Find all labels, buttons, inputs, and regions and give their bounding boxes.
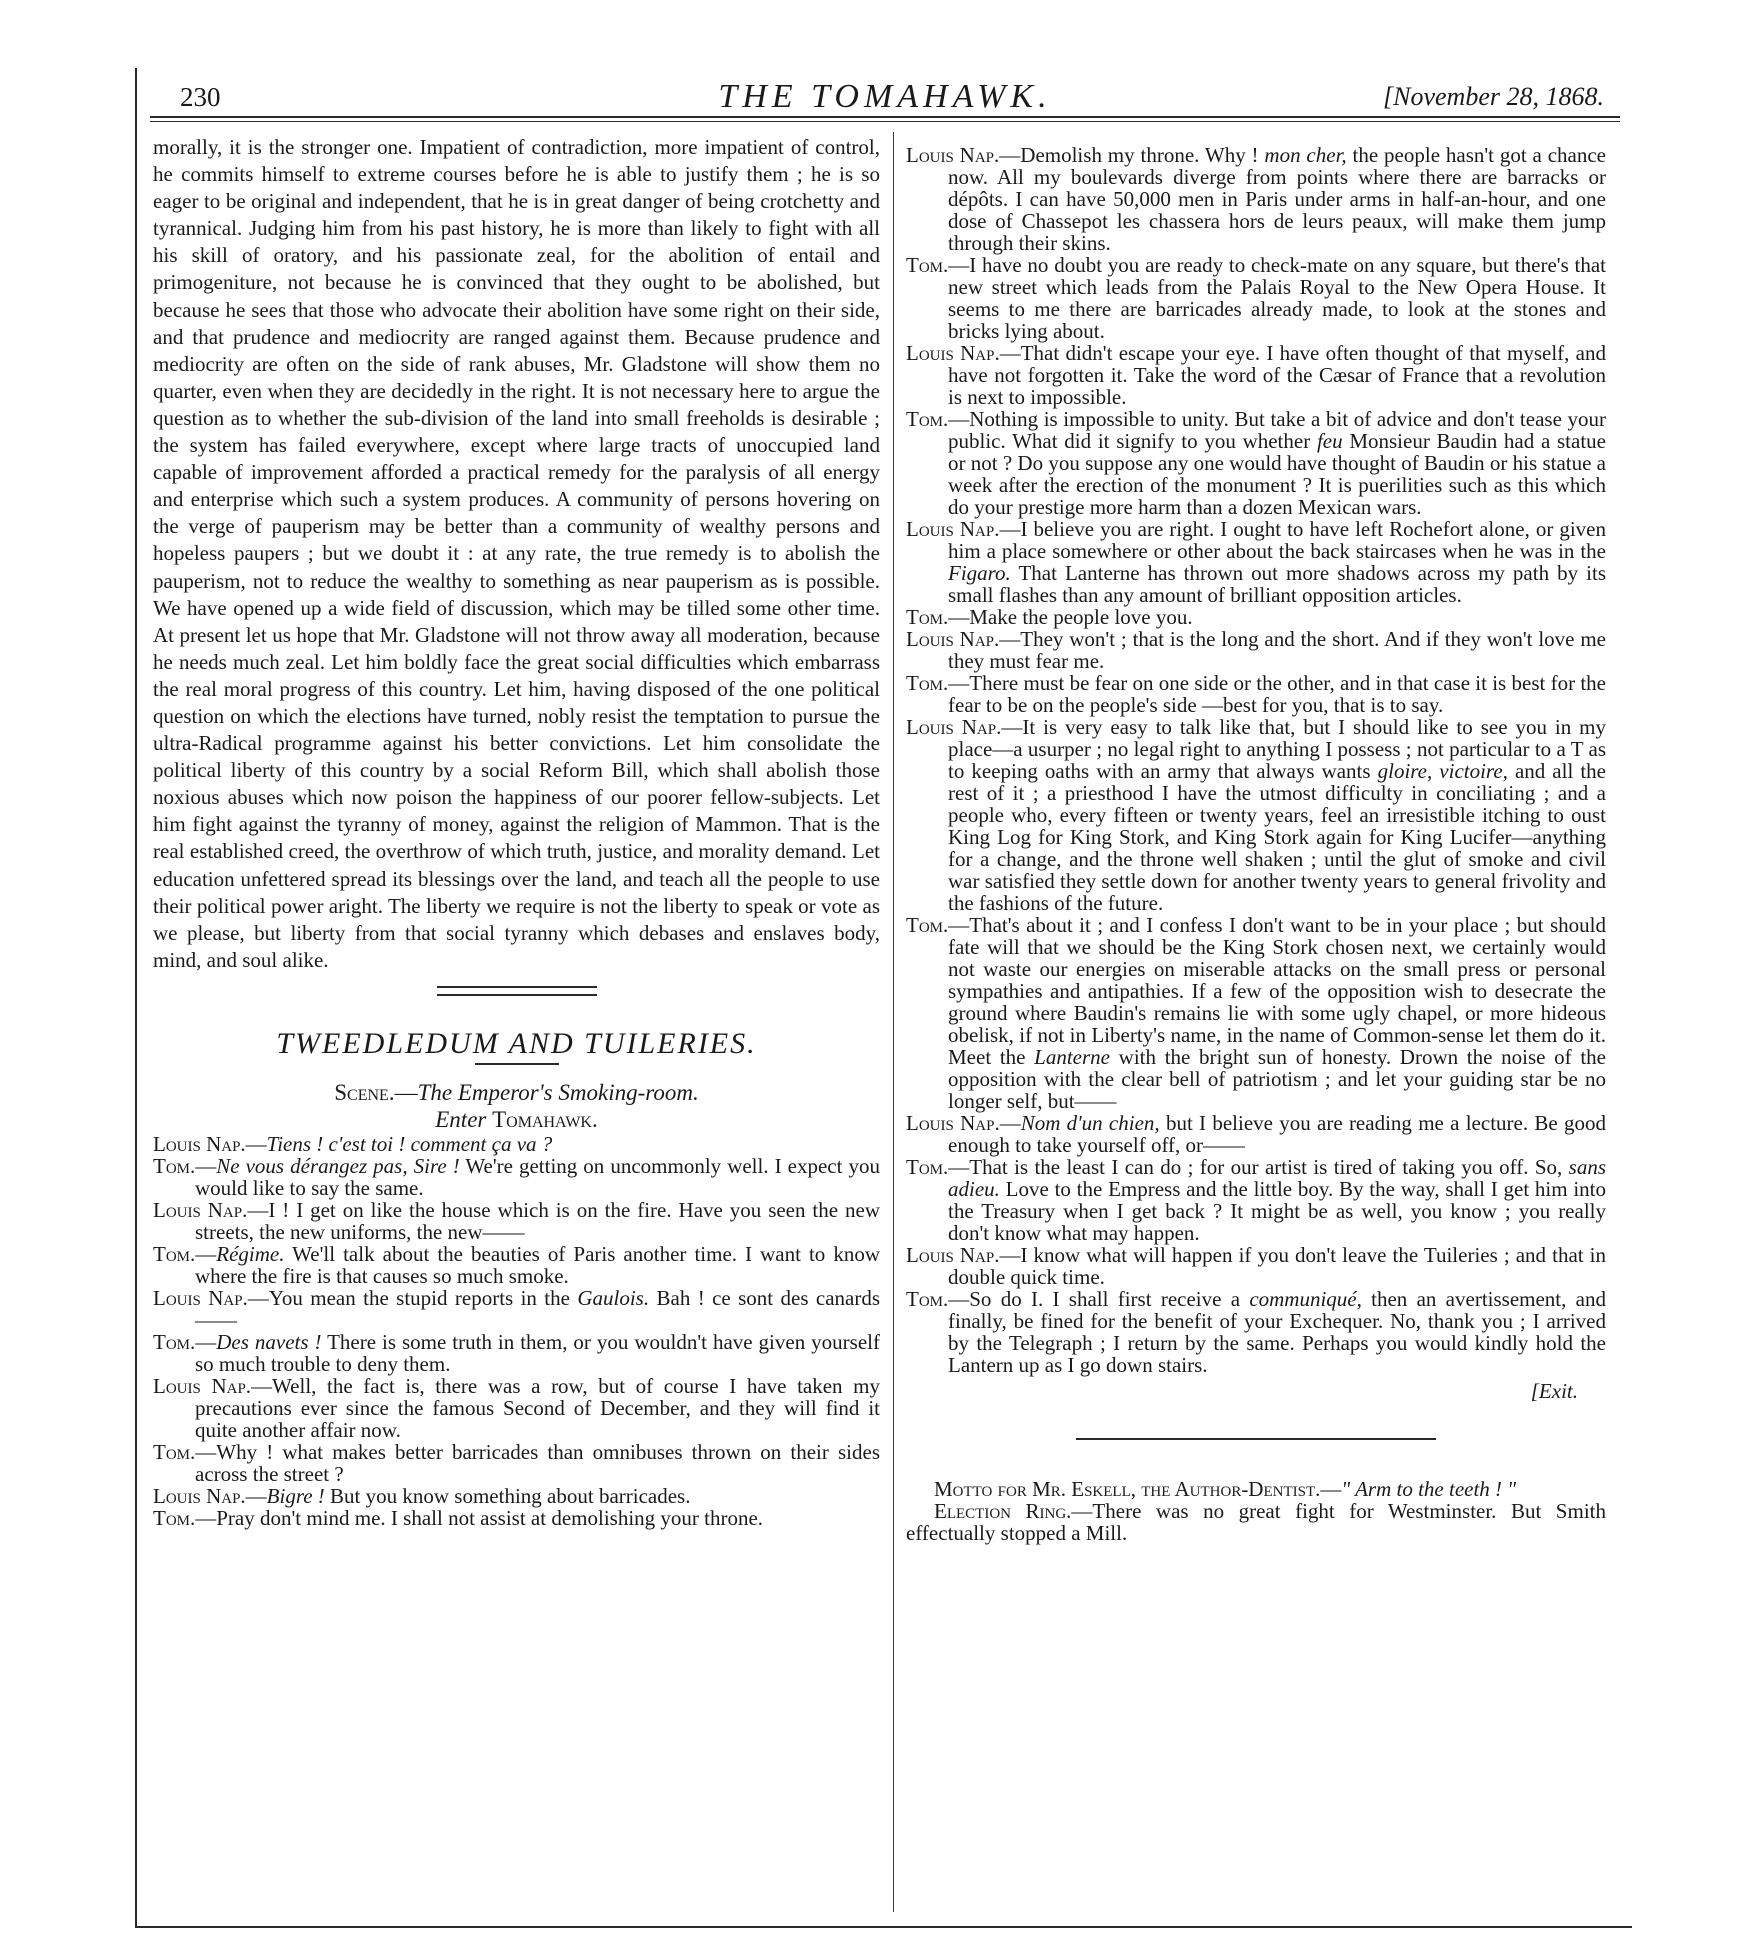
dialogue-line: Louis Nap.—Tiens ! c'est toi ! comment ça va ?	[153, 1132, 553, 1157]
left-column	[153, 134, 880, 1529]
dialogue-line: Tom.—Make the people love you.	[906, 605, 1193, 629]
right-column	[906, 144, 1606, 1544]
dialogue-line: Tom.—Pray don't mind me. I shall not assist at demolishing your throne.	[153, 1506, 764, 1531]
scene-line	[153, 1079, 880, 1106]
dialogue-line: Louis Nap.—I know what will happen if you don't leave the Tuileries ; and that in double quick time.	[906, 1243, 1606, 1289]
dialogue-line: Louis Nap.—I ! I get on like the house which is on the fire. Have you seen the new streets, the new uniforms, the new——	[153, 1198, 881, 1245]
dialogue-line: Louis Nap.—That didn't escape your eye. I have often thought of that myself, and have not forgotten it. Take the word of the Cæsar of France that a revolution is next to impossible.	[906, 341, 1607, 409]
dialogue-line: Tom.—I have no doubt you are ready to check-mate on any square, but there's that new street which leads from the Palais Royal to the New Opera House. It seems to me there are barricades already made, to look at the stones and bricks lying about.	[906, 253, 1606, 343]
dialogue-line: Tom.—Des navets ! There is some truth in them, or you wouldn't have given yourself so much trouble to deny them.	[153, 1330, 880, 1377]
page-number: 230	[180, 82, 221, 112]
header-rule	[150, 116, 1620, 118]
motto-divider	[1076, 1438, 1436, 1440]
scene-text: The Emperor's Smoking-room.	[417, 1080, 699, 1105]
page-header	[150, 74, 1620, 120]
motto-block	[906, 1478, 1606, 1544]
masthead-title: THE TOMAHAWK.	[718, 78, 1052, 115]
dialogue-line: Tom.—So do I. I shall first receive a communiqué, then an avertissement, and finally, be fined for the benefit of your Exchequer. No, thank you ; I arrived by the Telegraph ; I return by the same. Perhaps you would kindly hold the Lantern up as I go down stairs.	[906, 1287, 1606, 1377]
dialogue-line: Tom.—Régime. We'll talk about the beauties of Paris another time. I want to know where the fire is that causes so much smoke.	[153, 1242, 880, 1289]
dialogue-line: Louis Nap.—You mean the stupid reports in the Gaulois. Bah ! ce sont des canards——	[153, 1286, 881, 1333]
enter-line	[153, 1106, 880, 1133]
enter-label: Enter	[435, 1107, 487, 1133]
dialogue-line: Tom.—There must be fear on one side or the other, and in that case it is best for the fear to be on the people's side —best for you, that is to say.	[906, 671, 1606, 717]
scene-label: Scene.—	[334, 1080, 418, 1105]
column-divider	[893, 132, 894, 1912]
dialogue-right	[906, 144, 1606, 1402]
issue-date: [November 28, 1868.	[1383, 82, 1604, 111]
exit-direction: [Exit.	[1530, 1379, 1578, 1403]
dialogue-line: Tom.—Ne vous dérangez pas, Sire ! We're getting on uncommonly well. I expect you would like to say the same.	[153, 1154, 880, 1201]
dialogue-line: Tom.—That's about it ; and I confess I don't want to be in your place ; but should fate will that we should be the King Stork chosen next, we certainly would not waste our energies on miserable attacks on the small press or personal sympathies and antipathies. If a few of the opposition wish to desecrate the ground where Baudin's remains lie with some ugly chapel, or more hideous obelisk, if not in Liberty's name, in the name of Common-sense let them do it. Meet the Lanterne with the bright sun of honesty. Drown the noise of the opposition with the clear bell of patriotism ; and let your guiding star be no longer self, but——	[906, 913, 1606, 1113]
motto-paragraph: Motto for Mr. Eskell, the Author-Dentist.—" Arm to the teeth ! "	[934, 1477, 1517, 1501]
title-rule	[475, 1063, 559, 1065]
dialogue-line: Tom.—That is the least I can do ; for our artist is tired of taking you off. So, sans adieu. Love to the Empress and the little boy. By the way, shall I get him into the Treasury when I get back ? It might be as well, you know ; you really don't know what may happen.	[906, 1155, 1606, 1245]
header-rule-thin	[150, 121, 1620, 122]
dialogue-line: Louis Nap.—Nom d'un chien, but I believe you are reading me a lecture. Be good enough to take yourself off, or——	[906, 1111, 1606, 1157]
article-title: TWEEDLEDUM AND TUILERIES.	[276, 1026, 757, 1060]
dialogue-line: Tom.—Nothing is impossible to unity. But take a bit of advice and don't tease your public. What did it signify to you whether feu Monsieur Baudin had a statue or not ? Do you suppose any one would have thought of Baudin or his statue a week after the erection of the monument ? It is puerilities such as this which do your prestige more harm than a dozen Mexican wars.	[906, 407, 1606, 519]
dialogue-line: Louis Nap.—Demolish my throne. Why ! mon cher, the people hasn't got a chance now. All my boulevards diverge from points where there are barracks or dépôts. I can have 50,000 men in Paris under arms in half-an-hour, and one dose of Chassepot les chassera hors de leurs peaux, will make them jump through their skins.	[906, 143, 1606, 255]
dialogue-line: Louis Nap.—It is very easy to talk like that, but I should like to see you in my place—a usurper ; no legal right to anything I possess ; not particular to a T as to keeping oaths with an army that always wants gloire, victoire, and all the rest of it ; a priesthood I have the utmost difficulty in conciliating ; and a people who, every fifteen or twenty years, feel an irresistible itching to oust King Log for King Stork, and King Stork again for King Lucifer—anything for a change, and the throne well shaken ; until the glut of smoke and civil war satisfied they settle down for another twenty years to general frivolity and the fashions of the future.	[906, 715, 1606, 915]
dialogue-line: Louis Nap.—They won't ; that is the long and the short. And if they won't love me they must fear me.	[906, 627, 1606, 673]
election-paragraph: Election Ring.—There was no great fight for Westminster. But Smith effectually stopped a Mill.	[906, 1499, 1606, 1545]
section-divider	[437, 986, 597, 996]
dialogue-line: Louis Nap.—Well, the fact is, there was a row, but of course I have taken my precautions ever since the famous Second of December, and they will find it quite another affair now.	[153, 1374, 880, 1443]
dialogue-line: Louis Nap.—I believe you are right. I ought to have left Rochefort alone, or given him a place somewhere or other about the back staircases when he was in the Figaro. That Lanterne has thrown out more shadows across my path by its small flashes than any amount of brilliant opposition articles.	[906, 517, 1607, 607]
dialogue-left	[153, 1133, 880, 1529]
enter-name: Tomahawk.	[492, 1107, 598, 1133]
dialogue-line: Louis Nap.—Bigre ! But you know something about barricades.	[153, 1484, 691, 1509]
essay-paragraph: morally, it is the stronger one. Impatient of contradiction, more impatient of control, he commits himself to extreme courses before he is able to justify them ; he is so eager to be original and independent, that he is in great danger of being crotchetty and tyrannical. Judging him from his past history, he is more than likely to fight with all his skill of oratory, and his passionate zeal, for the abolition of entail and primogeniture, not because he is convinced that they ought to be abolished, but because he sees that those who advocate their abolition have some right on their side, and that prudence and mediocrity are ranged against them. Because prudence and mediocrity are often on the side of rank abuses, Mr. Gladstone will show them no quarter, even when they are decidedly in the right. It is not necessary here to argue the question as to whether the sub-division of the land into small freeholds is desirable ; the system has failed everywhere, except where large tracts of unoccupied land capable of improvement afforded a practical remedy for the paralysis of all energy and enterprise which such a system produces. A community of persons hovering on the verge of pauperism may be better than a community of wealthy persons and hopeless paupers ; but we doubt it : at any rate, the true remedy is to abolish the pauperism, not to reduce the wealthy to something as near pauperism as is possible. We have opened up a wide field of discussion, which may be tilled some other time. At present let us hope that Mr. Gladstone will not throw away all moderation, because he needs much zeal. Let him boldly face the great social difficulties which embarrass the real moral progress of this country. Let him, having disposed of the one political question on which the elections have turned, nobly resist the temptation to pursue the ultra-Radical programme against his better convictions. Let him consolidate the political liberty of this country by a social Reform Bill, which shall abolish those noxious abuses which now poison the happiness of our poorer fellow-subjects. Let him fight against the tyranny of money, against the religion of Mammon. That is the real established creed, the overthrow of which truth, justice, and morality demand. Let education unfettered spread its blessings over the land, and teach all the people to use their political power aright. The liberty we require is not the liberty to speak or vote as we please, but liberty from that social tyranny which debases and enslaves body, mind, and soul alike.	[153, 135, 880, 972]
dialogue-line: Tom.—Why ! what makes better barricades than omnibuses thrown on their sides across the street ?	[153, 1440, 880, 1487]
